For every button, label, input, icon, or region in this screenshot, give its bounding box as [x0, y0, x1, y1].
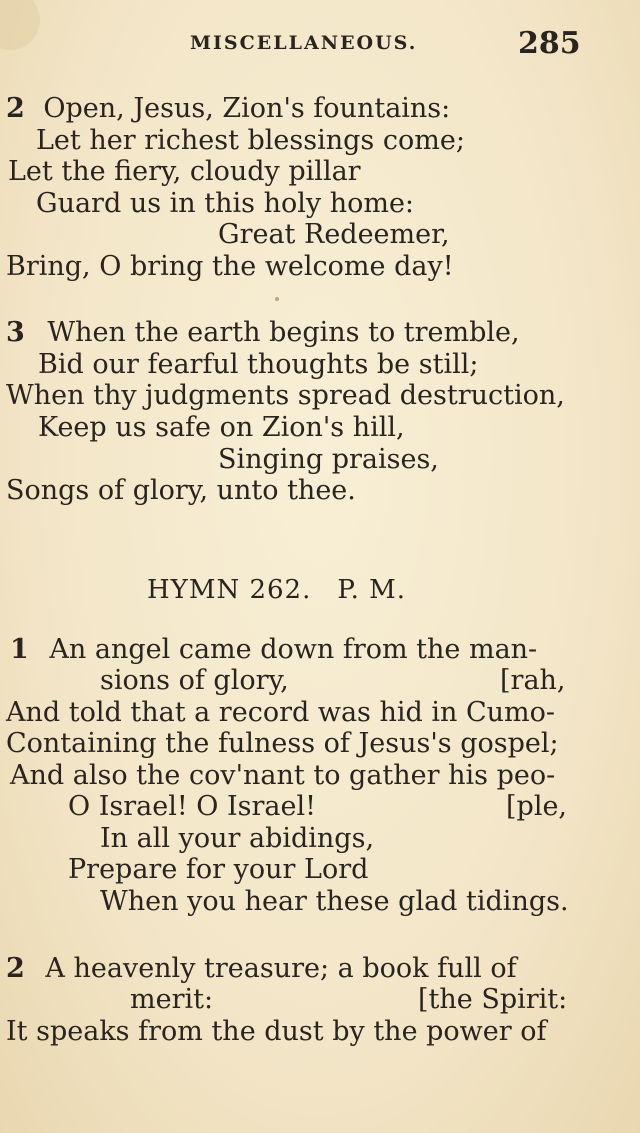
running-title: MISCELLANEOUS.	[190, 32, 418, 54]
verse-line: Keep us safe on Zion's hill,	[38, 412, 405, 443]
verse-line: Bring, O bring the welcome day!	[6, 251, 454, 282]
verse-line: And told that a record was hid in Cumo-	[6, 697, 556, 728]
verse-turnover: [ple,	[506, 791, 568, 822]
verse-line: sions of glory,	[100, 665, 289, 696]
verse-line: When thy judgments spread destruction,	[6, 380, 565, 411]
verse-line: 3 When the earth begins to tremble,	[6, 317, 520, 348]
verse-number: 2	[6, 93, 25, 124]
verse-turnover: [rah,	[500, 665, 566, 696]
verse-line: Let her richest blessings come;	[36, 125, 465, 156]
verse-line: 2 A heavenly treasure; a book full of	[6, 953, 517, 984]
hymn-number: HYMN 262.	[147, 575, 312, 605]
verse-line: In all your abidings,	[100, 823, 375, 854]
verse-line: Great Redeemer,	[218, 219, 450, 250]
page-header	[0, 28, 640, 68]
verse-line: O Israel! O Israel!	[68, 791, 316, 822]
verse-number: 1	[10, 634, 29, 665]
verse-line: 1 An angel came down from the man-	[10, 634, 538, 665]
verse-line: Let the fiery, cloudy pillar	[8, 156, 361, 187]
verse-line: Songs of glory, unto thee.	[6, 475, 356, 506]
verse-turnover: [the Spirit:	[418, 984, 568, 1015]
verse-line: merit:	[130, 984, 214, 1015]
verse-line: 2 Open, Jesus, Zion's fountains:	[6, 93, 451, 124]
verse-line: Bid our fearful thoughts be still;	[38, 349, 479, 380]
verse-line: When you hear these glad tidings.	[100, 886, 569, 917]
verse-line: It speaks from the dust by the power of	[6, 1016, 547, 1047]
verse-line: Guard us in this holy home:	[36, 188, 415, 219]
verse-line: Prepare for your Lord	[68, 854, 369, 885]
verse-line: Singing praises,	[218, 444, 439, 475]
page-number: 285	[518, 26, 581, 61]
verse-number: 2	[6, 953, 25, 984]
verse-line: And also the cov'nant to gather his peo-	[10, 760, 556, 791]
verse-line: Containing the fulness of Jesus's gospel;	[6, 728, 559, 759]
verse-number: 3	[6, 317, 25, 348]
hymn-meter: P. M.	[337, 575, 407, 605]
hymn-title	[147, 575, 406, 605]
ink-speck	[275, 297, 279, 301]
